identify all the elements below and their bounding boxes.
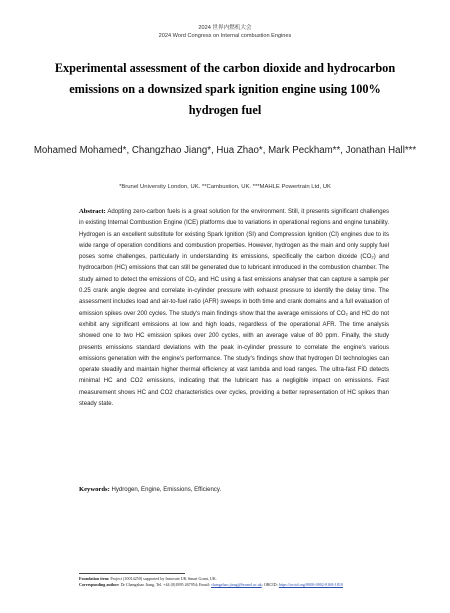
footnotes	[79, 576, 419, 588]
footnote-divider	[79, 573, 185, 574]
conference-name-chinese: 2024 世界内燃机大会	[198, 25, 252, 31]
keywords-text: Hydrogen, Engine, Emissions, Efficiency.	[111, 487, 222, 493]
conference-header	[0, 25, 450, 40]
paper-title: Experimental assessment of the carbon dioxide and hydrocarbon emissions on a downsized spark ignition engine using 100% hydrogen fuel	[54, 61, 396, 117]
conference-name-english: 2024 Word Congress on Internal combustion Engines	[158, 32, 292, 39]
corresponding-author-footnote	[79, 582, 419, 588]
corresponding-label: Corresponding author:	[79, 582, 120, 587]
keywords-label: Keywords:	[79, 486, 110, 493]
abstract-text: Adopting zero-carbon fuels is a great solution for the environment. Still, it presents significant challenges in existing Internal Combustion Engine (ICE) platforms due to variations in operational regions and engine tunability. Hydrogen is an excellent substitute for existing Spark Ignition (SI) and Compression Ignition (CI) engines due to its wide range of operation conditions and combustion properties. However, hydrogen as the main and only supply fuel poses some challenges, particularly in understanding its emissions, specifically the carbon dioxide (CO₂) and hydrocarbon (HC) emissions that can still be generated due to lubricant introduced in the combustion chamber. The study aimed to detect the emissions of CO₂ and HC using a fast emissions analyser that can capture a sample per 0.25 crank angle degree and correlate in-cylinder pressure with exhaust pressure to identify the delay time. The assessment includes load and air-to-fuel ratio (AFR) sweeps in both time and crank domains and a full evaluation of emission spikes over 200 cycles. The study's main findings show that the average emissions of CO₂ and HC do not exhibit any significant emissions at low and high loads, regardless of the operational AFR. The time analysis showed one to two HC emission spikes over 200 cycles, with an average value of 80 ppm. Finally, the study presents emissions standard deviations with the peak in-cylinder pressure to correlate the engine's various emissions generation with the engine's performance. The study's findings show that hydrogen DI technologies can operate steadily and maintain higher thermal efficiency at vast lambda and load ranges. The ultra-fast FID detects minimal HC and CO2 emissions, indicating that the lubricant has a negligible impact on emissions. Fast measurement shows HC and CO2 characteristics over cycles, providing a better representation of HC spikes than steady state.	[79, 209, 389, 408]
orcid-label: ; ORCID:	[261, 582, 278, 587]
orcid-link[interactable]: https://orcid.org/0000-0002-8168-1810	[278, 582, 343, 587]
funding-text: Project (10014250) supported by Innovate UK Smart Grant, UK.	[110, 576, 217, 581]
abstract	[79, 206, 389, 410]
corresponding-text: Dr Changzhao Jiang, Tel. +44 (0)1895 267954; Email:	[120, 582, 210, 587]
author-list: Mohamed Mohamed*, Changzhao Jiang*, Hua Zhao*, Mark Peckham**, Jonathan Hall***	[33, 145, 417, 156]
abstract-label: Abstract:	[79, 208, 106, 215]
email-link[interactable]: changzhao.jiang@brunel.ac.uk	[210, 582, 262, 587]
affiliations: *Brunel University London, UK. **Cambustion, UK. ***MAHLE Powertrain Ltd, UK	[119, 184, 331, 190]
funding-label: Foundation item:	[79, 576, 110, 581]
keywords	[79, 486, 389, 493]
